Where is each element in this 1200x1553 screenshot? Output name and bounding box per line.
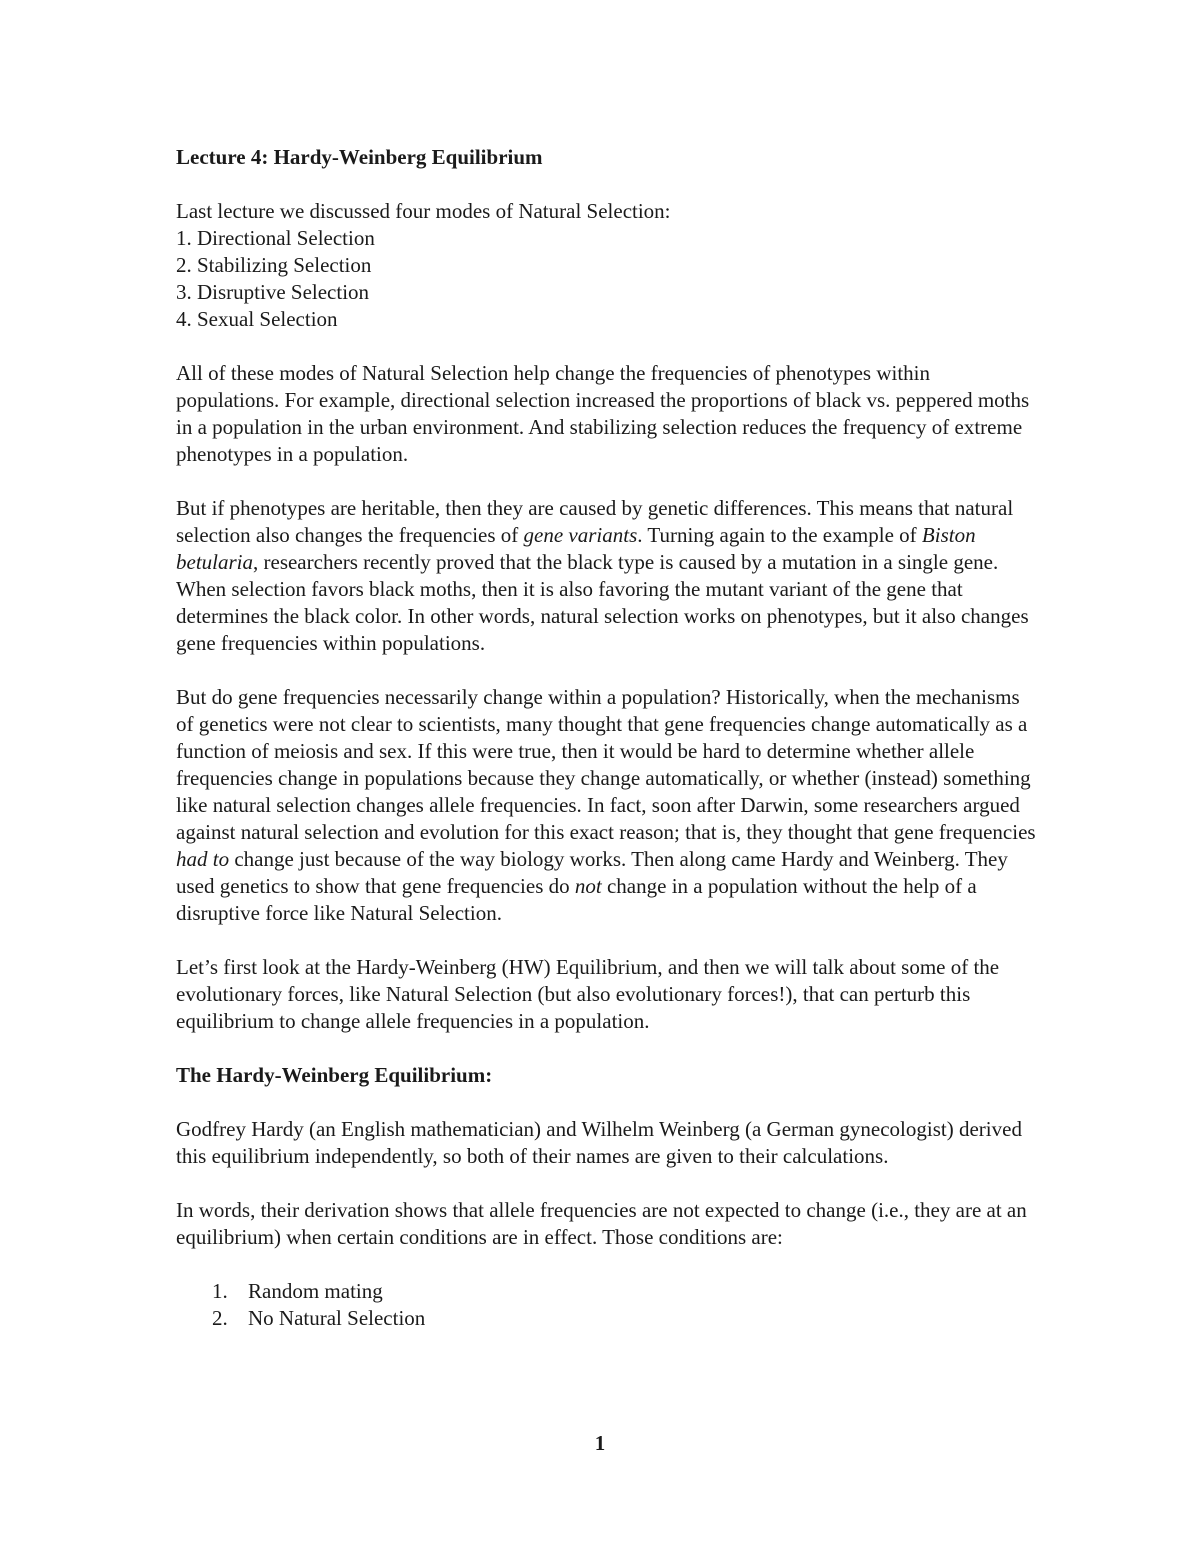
text-run: change just because of the way biology works. Then along came Hardy and Weinberg. They used genetics to show that gene frequencies do: [176, 847, 1008, 898]
list-text: No Natural Selection: [248, 1306, 426, 1330]
paragraph-phenotypes: All of these modes of Natural Selection help change the frequencies of phenotypes within populations. For example, directional selection increased the proportions of black vs. peppered moths in a population in the urban environment. And stabilizing selection reduces the frequency of extreme phenotypes in a population.: [176, 361, 1030, 466]
intro-text: Last lecture we discussed four modes of Natural Selection:: [176, 199, 671, 223]
text-run: But if phenotypes are heritable, then they are caused by genetic differences. This means that natural selection also changes the frequencies of: [176, 496, 1014, 547]
text-run: , researchers recently proved that the black type is caused by a mutation in a single gene. When selection favors black moths, then it is also favoring the mutant variant of the gene that determines the black color. In other words, natural selection works on phenotypes, but it also changes gene frequencies within populations.: [176, 550, 1029, 655]
list-item: 3. Disruptive Selection: [176, 280, 370, 304]
list-item: 2. Stabilizing Selection: [176, 253, 372, 277]
list-item: [176, 1305, 1036, 1332]
text-run: change in a population without the help of a disruptive force like Natural Selection.: [176, 874, 977, 925]
italic-run: gene variants: [523, 523, 638, 547]
conditions-list: [176, 1278, 1036, 1332]
list-number: 2.: [212, 1306, 228, 1330]
paragraph-conditions: In words, their derivation shows that allele frequencies are not expected to change (i.e., they are at an equilibrium) when certain conditions are in effect. Those conditions are:: [176, 1198, 1027, 1249]
italic-run: had to: [176, 847, 230, 871]
italic-run: Biston betularia: [176, 523, 976, 574]
text-run: . Turning again to the example of: [637, 523, 922, 547]
page-number: 1: [594, 1431, 606, 1455]
section-heading: The Hardy-Weinberg Equilibrium:: [176, 1063, 493, 1087]
list-item: 1. Directional Selection: [176, 226, 375, 250]
text-run: But do gene frequencies necessarily change within a population? Historically, when the mechanisms of genetics were not clear to scientists, many thought that gene frequencies change automatically as a function of meiosis and sex. If this were true, then it would be hard to determine whether allele frequencies change in populations because they change automatically, or whether (instead) something like natural selection changes allele frequencies. In fact, soon after Darwin, some researchers argued against natural selection and evolution for this exact reason; that is, they thought that gene frequencies: [176, 685, 1036, 844]
paragraph-history: [176, 684, 1036, 927]
list-item: 4. Sexual Selection: [176, 307, 338, 331]
italic-run: not: [574, 874, 602, 898]
list-number: 1.: [212, 1279, 228, 1303]
paragraph-overview: Let’s first look at the Hardy-Weinberg (HW) Equilibrium, and then we will talk about some of the evolutionary forces, like Natural Selection (but also evolutionary forces!), that can perturb this equilibrium to change allele frequencies in a population.: [176, 955, 1000, 1033]
list-text: Random mating: [248, 1279, 383, 1303]
list-item: [176, 1278, 1036, 1305]
paragraph-genetics: [176, 495, 1036, 657]
selection-modes-list: [176, 225, 1036, 333]
lecture-title: Lecture 4: Hardy-Weinberg Equilibrium: [176, 145, 543, 169]
document-page: [176, 144, 1036, 1332]
paragraph-authors: Godfrey Hardy (an English mathematician) and Wilhelm Weinberg (a German gynecologist) derived this equilibrium independently, so both of their names are given to their calculations.: [176, 1117, 1022, 1168]
